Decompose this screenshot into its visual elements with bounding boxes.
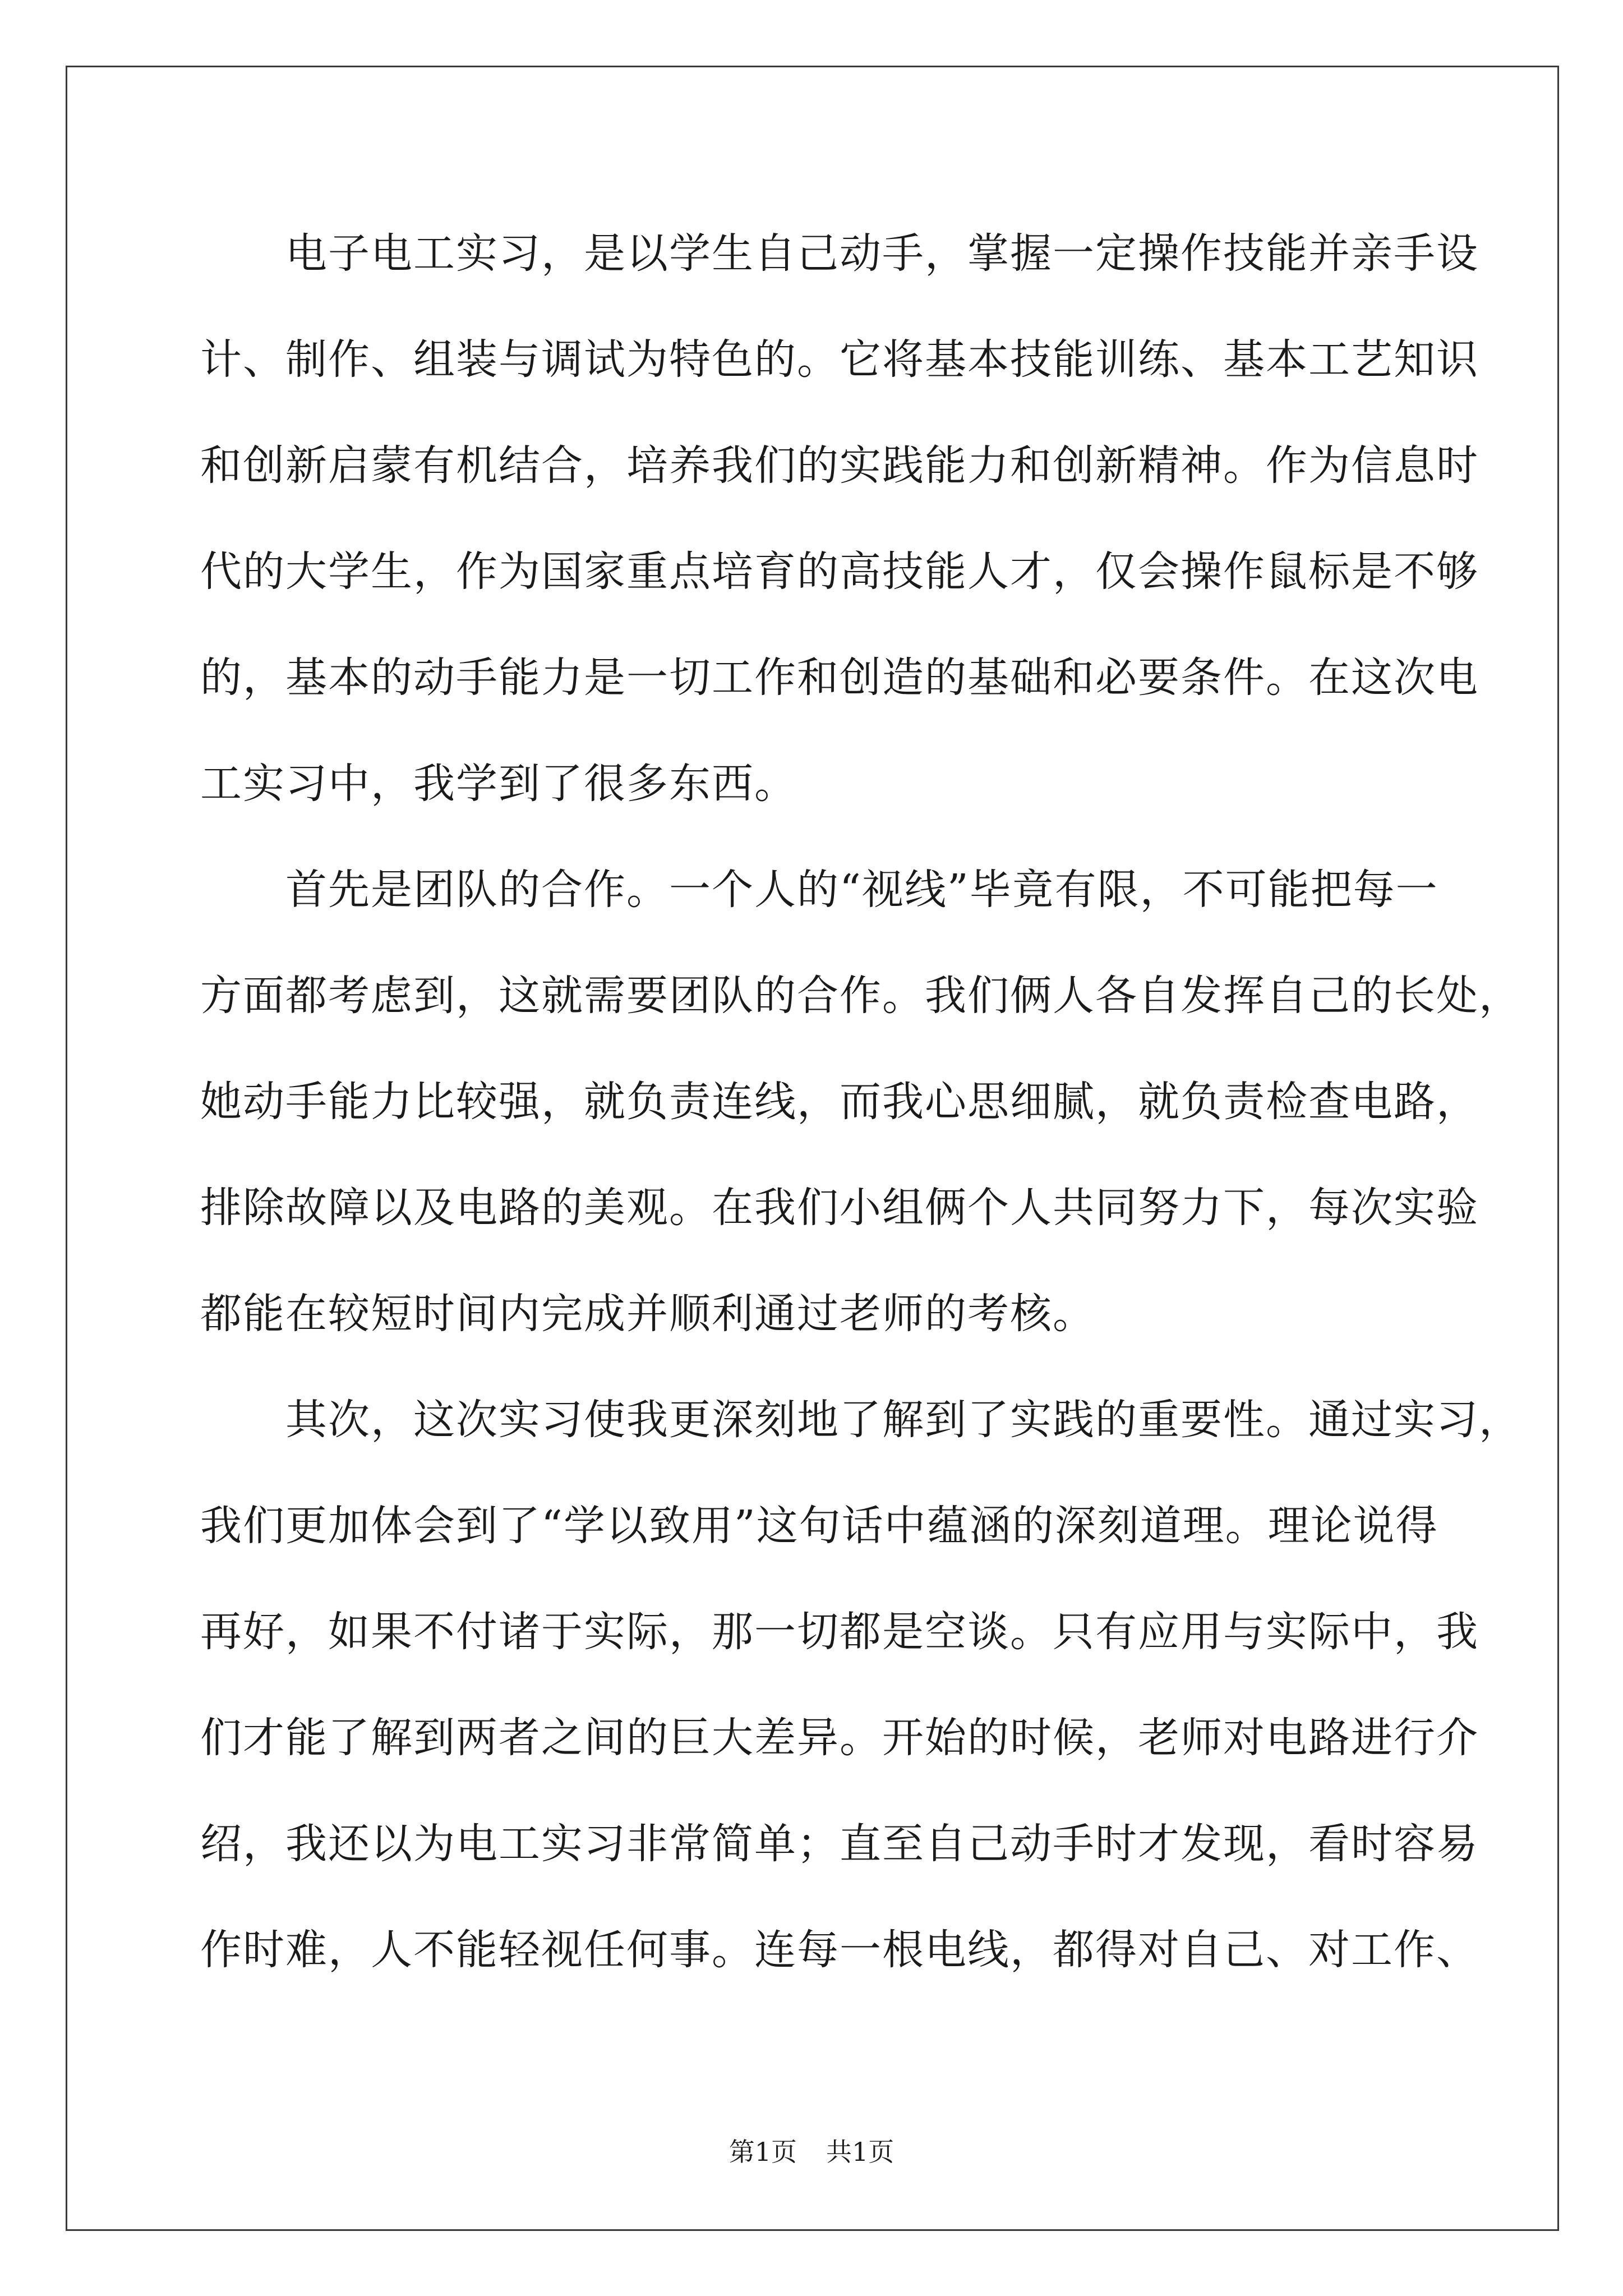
text-line: 方面都考虑到，这就需要团队的合作。我们俩人各自发挥自己的长处，	[200, 972, 1521, 1020]
text-line: 再好，如果不付诸于实际，那一切都是空谈。只有应用与实际中，我	[200, 1608, 1479, 1656]
page-number: 第1页	[728, 2137, 797, 2167]
text-line: 工实习中，我学到了很多东西。	[200, 760, 797, 808]
text-line: 都能在较短时间内完成并顺利通过老师的考核。	[200, 1290, 1095, 1338]
text-line: 电子电工实习，是以学生自己动手，掌握一定操作技能并亲手设	[200, 229, 1479, 278]
text-line: 她动手能力比较强，就负责连线，而我心思细腻，就负责检查电路，	[200, 1078, 1479, 1126]
text-line: 作时难，人不能轻视任何事。连每一根电线，都得对自己、对工作、	[200, 1926, 1479, 1974]
text-line: 排除故障以及电路的美观。在我们小组俩个人共同努力下，每次实验	[200, 1184, 1479, 1232]
text-line: 其次，这次实习使我更深刻地了解到了实践的重要性。通过实习，	[200, 1396, 1521, 1444]
text-line: 们才能了解到两者之间的巨大差异。开始的时候，老师对电路进行介	[200, 1714, 1479, 1762]
body-text	[200, 220, 1521, 2022]
page-footer	[0, 2135, 1623, 2169]
text-line: 和创新启蒙有机结合，培养我们的实践能力和创新精神。作为信息时	[200, 441, 1479, 490]
page-count: 共1页	[826, 2137, 895, 2167]
text-line: 代的大学生，作为国家重点培育的高技能人才，仅会操作鼠标是不够	[200, 547, 1479, 596]
text-line: 计、制作、组装与调试为特色的。它将基本技能训练、基本工艺知识	[200, 335, 1479, 384]
text-line: 的，基本的动手能力是一切工作和创造的基础和必要条件。在这次电	[200, 654, 1479, 702]
text-line: 绍，我还以为电工实习非常简单；直至自己动手时才发现，看时容易	[200, 1820, 1479, 1868]
text-line: 我们更加体会到了“学以致用”这句话中蕴涵的深刻道理。理论说得	[200, 1502, 1438, 1550]
text-line: 首先是团队的合作。一个人的“视线”毕竟有限，不可能把每一	[200, 866, 1438, 914]
